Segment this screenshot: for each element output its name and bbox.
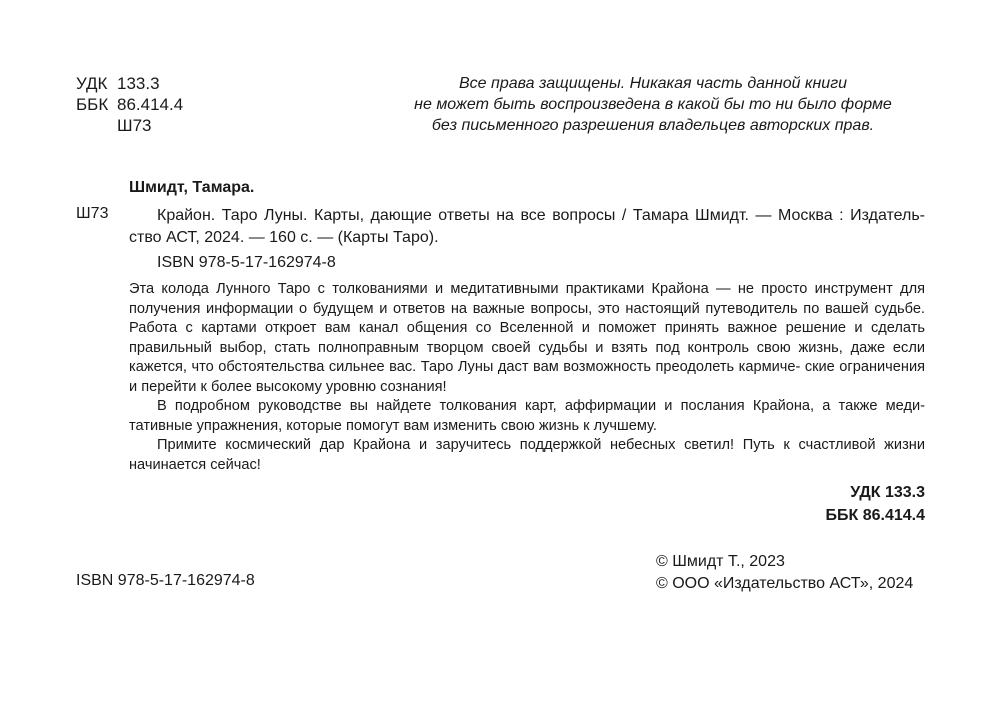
- classification-codes-right: [826, 481, 926, 527]
- isbn-bottom: ISBN 978-5-17-162974-8: [76, 572, 255, 589]
- copyright-author: © Шмидт Т., 2023: [656, 553, 785, 570]
- rights-line-1: Все права защищены. Никакая часть данной книги: [459, 75, 847, 92]
- classification-block: [76, 73, 183, 136]
- copyright-publisher: © ООО «Издательство АСТ», 2024: [656, 575, 914, 592]
- rights-line-2: не может быть воспроизведена в какой бы то ни было форме: [414, 96, 892, 113]
- bibliographic-description: Крайон. Таро Луны. Карты, дающие ответы на все вопросы / Тамара Шмидт. — Москва : Издатель- ство АСТ, 2024. — 160 с. — (Карты Таро).: [129, 207, 925, 246]
- bbk-label: ББК: [76, 95, 109, 114]
- bbk-code-right: ББК 86.414.4: [825, 507, 925, 524]
- copyright-block: [656, 551, 913, 595]
- annotation-paragraph-3: Примите космический дар Крайона и заручитесь поддержкой небесных светил! Путь к счастливой жизни начинается сейчас!: [129, 437, 925, 473]
- udk-value: 133.3: [117, 74, 160, 93]
- rights-notice: [393, 73, 913, 136]
- cutter-code: Ш73: [117, 116, 152, 135]
- annotation: [129, 280, 925, 475]
- udk-row: [76, 73, 183, 94]
- udk-label: УДК: [76, 74, 108, 93]
- cutter-row: [76, 115, 183, 136]
- bbk-row: [76, 94, 183, 115]
- bbk-value: 86.414.4: [117, 95, 184, 114]
- annotation-paragraph-2: В подробном руководстве вы найдете толкования карт, аффирмации и послания Крайона, а также меди- тативные упражнения, которые помогут вам изменить свою жизнь к лучшему.: [129, 398, 925, 434]
- udk-code-right: УДК 133.3: [850, 484, 925, 501]
- annotation-paragraph-1: Эта колода Лунного Таро с толкованиями и медитативными практиками Крайона — не просто инструмент для получения информации о будущем и ответов на важные вопросы, это настоящий путеводитель по вашей судьбе. Работа с картами откроет вам канал общения со Вселенной и поможет принять важное решение и сделать правильный выбор, стать полноправным творцом своей судьбы и взять под контроль свою жизнь, даже если кажется, что обстоятельства сильнее вас. Таро Луны даст вам возможность преодолеть кармиче- ские ограничения и перейти к более высокому уровню сознания!: [129, 281, 925, 395]
- rights-line-3: без письменного разрешения владельцев авторских прав.: [431, 117, 875, 134]
- cutter-side-code: Ш73: [76, 205, 109, 222]
- author-heading: Шмидт, Тамара.: [129, 179, 255, 196]
- isbn-main: ISBN 978-5-17-162974-8: [157, 254, 336, 271]
